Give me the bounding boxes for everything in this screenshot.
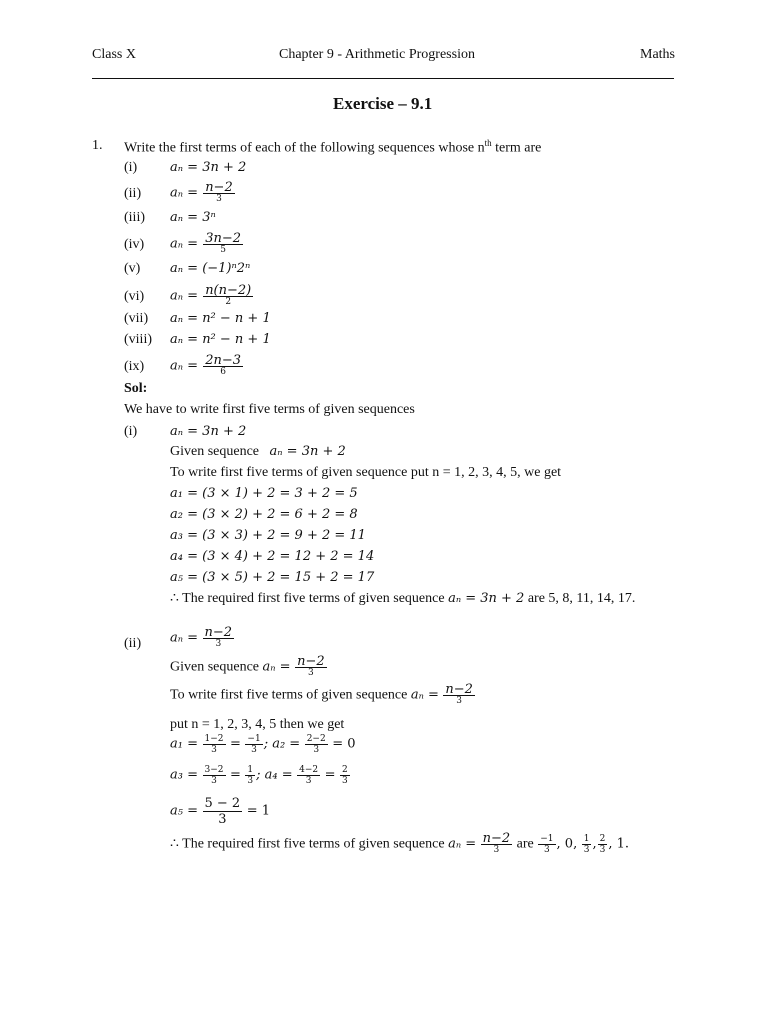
question-item-fraction: $\frac{n-2}{3}$ bbox=[205, 180, 233, 204]
exercise-title: Exercise – 9.1 bbox=[333, 94, 433, 113]
part1-conclusion: ∴ The required first five terms of given sequence aₙ = 3n + 2 are 5, 8, 11, 14, 17. bbox=[170, 591, 636, 606]
header-chapter: Chapter 9 - Arithmetic Progression bbox=[279, 47, 475, 62]
solution-heading: Sol: bbox=[124, 381, 148, 396]
question-item-lhs: aₙ = bbox=[170, 236, 203, 252]
part1-label: (i) bbox=[124, 424, 138, 439]
question-item-label: (ix) bbox=[124, 358, 145, 374]
question-item bbox=[124, 231, 244, 255]
part1-equation: aₙ = 3n + 2 bbox=[170, 424, 247, 439]
question-item-label: (vii) bbox=[124, 311, 149, 326]
question-item-label: (v) bbox=[124, 261, 141, 276]
question-item-label: (iv) bbox=[124, 236, 145, 252]
question-item bbox=[124, 311, 271, 327]
question-item-expression: n² − n + 1 bbox=[202, 311, 271, 326]
question-item-fraction: $\frac{n(n-2)}{2}$ bbox=[205, 283, 252, 307]
part2-a3-a4: a₃ = $\frac{3-2}{3}$ = $\frac{1}{3}$ ; a₄ = $\frac{4-2}{3}$ = $\frac{2}{3}$ bbox=[170, 765, 348, 786]
question-item-lhs: aₙ = bbox=[170, 332, 203, 347]
part1-instruction: To write first five terms of given sequence put n = 1, 2, 3, 4, 5, we get bbox=[170, 465, 562, 480]
part2-label: (ii) bbox=[124, 636, 142, 651]
part1-term-line: a₂ = (3 × 2) + 2 = 6 + 2 = 8 bbox=[170, 507, 358, 522]
part1-term-line: a₅ = (3 × 5) + 2 = 15 + 2 = 17 bbox=[170, 570, 375, 585]
part2-equation: aₙ = $\frac{n-2}{3}$ bbox=[170, 625, 233, 649]
question-item bbox=[124, 353, 244, 377]
header-class: Class X bbox=[92, 47, 136, 62]
question-number: 1. bbox=[92, 138, 103, 153]
question-item-lhs: aₙ = bbox=[170, 358, 203, 374]
question-item-label: (vi) bbox=[124, 288, 145, 304]
question-item-lhs: aₙ = bbox=[170, 261, 203, 276]
question-item-label: (viii) bbox=[124, 332, 152, 347]
question-item bbox=[124, 283, 254, 307]
part1-term-line: a₁ = (3 × 1) + 2 = 3 + 2 = 5 bbox=[170, 486, 358, 501]
question-item-lhs: aₙ = bbox=[170, 210, 203, 225]
part2-instruction: To write first five terms of given sequence aₙ = $\frac{n-2}{3}$ bbox=[170, 682, 473, 706]
question-item bbox=[124, 261, 250, 277]
question-item-fraction: $\frac{2n-3}{6}$ bbox=[205, 353, 241, 377]
part2-a1-a2: a₁ = $\frac{1-2}{3}$ = $\frac{-1}{3}$ ; a₂ = $\frac{2-2}{3}$ = 0 bbox=[170, 734, 356, 755]
part2-a5: a₅ = $\frac{5 - 2}{3}$ = 1 bbox=[170, 796, 270, 827]
question-text: Write the first terms of each of the following sequences whose $n^{th}$ term are bbox=[124, 138, 542, 156]
question-item-expression: 3n + 2 bbox=[202, 160, 247, 175]
question-item bbox=[124, 210, 216, 226]
header-rule bbox=[92, 78, 674, 79]
question-item-lhs: aₙ = bbox=[170, 160, 203, 175]
part2-given: Given sequence aₙ = $\frac{n-2}{3}$ bbox=[170, 654, 325, 678]
question-item-lhs: aₙ = bbox=[170, 288, 203, 304]
part2-put: put n = 1, 2, 3, 4, 5 then we get bbox=[170, 717, 345, 732]
question-item bbox=[124, 332, 271, 348]
solution-intro: We have to write first five terms of given sequences bbox=[124, 402, 415, 417]
part1-given: Given sequence aₙ = 3n + 2 bbox=[170, 444, 346, 459]
question-item-expression: n² − n + 1 bbox=[202, 332, 271, 347]
part1-term-line: a₄ = (3 × 4) + 2 = 12 + 2 = 14 bbox=[170, 549, 375, 564]
question-item-lhs: aₙ = bbox=[170, 311, 203, 326]
question-item-fraction: $\frac{3n-2}{5}$ bbox=[205, 231, 241, 255]
question-item-expression: (−1)ⁿ2ⁿ bbox=[202, 261, 251, 276]
question-item bbox=[124, 180, 236, 204]
question-item-expression: 3ⁿ bbox=[202, 210, 216, 225]
question-item-label: (i) bbox=[124, 160, 138, 175]
question-item-label: (iii) bbox=[124, 210, 145, 225]
header-subject: Maths bbox=[640, 47, 675, 62]
part2-conclusion: ∴ The required first five terms of given sequence aₙ = $\frac{n-2}{3}$ are $\frac{-1}{3}$ , 0, $\frac{1}{3}$ , $\frac{2}{3}$ , 1. bbox=[170, 831, 629, 855]
question-item bbox=[124, 160, 246, 176]
part1-term-line: a₃ = (3 × 3) + 2 = 9 + 2 = 11 bbox=[170, 528, 366, 543]
question-item-lhs: aₙ = bbox=[170, 185, 203, 201]
question-item-label: (ii) bbox=[124, 185, 142, 201]
